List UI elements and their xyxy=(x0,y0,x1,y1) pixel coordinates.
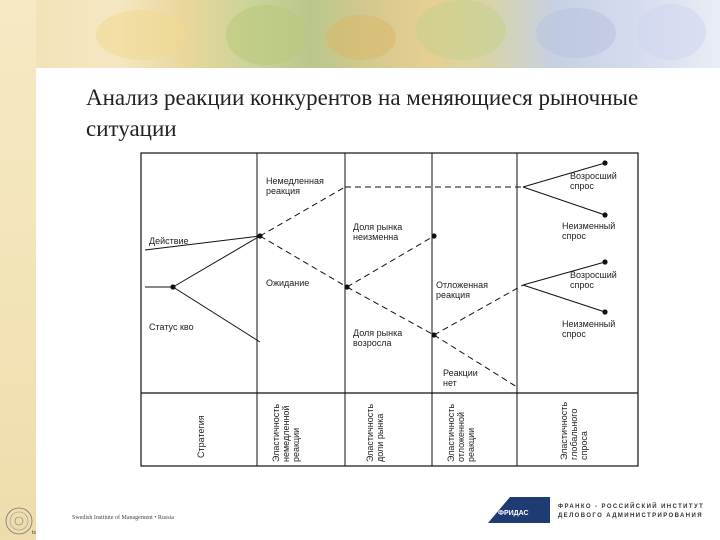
demand-fan xyxy=(523,187,605,215)
column-caption-global-demand xyxy=(559,402,589,460)
node xyxy=(431,233,436,238)
svg-text:реакции: реакции xyxy=(466,427,476,462)
institute-emblem-icon xyxy=(4,506,34,536)
label-no-reaction: Реакции нет xyxy=(443,368,478,388)
svg-text:Эластичность: Эластичность xyxy=(271,403,281,462)
label-delayed-reaction: Отложенная реакция xyxy=(436,280,489,300)
label-share-increased: Доля рынка возросла xyxy=(353,328,403,348)
svg-text:Эластичность: Эластичность xyxy=(559,401,569,460)
footer-org-line2: ДЕЛОВОГО АДМИНИСТРИРОВАНИЯ xyxy=(558,513,703,519)
node xyxy=(602,160,607,165)
label-demand-unchanged-2: Неизменный спрос xyxy=(562,319,616,339)
svg-text:Эластичность: Эластичность xyxy=(365,403,375,462)
svg-text:реакции: реакции xyxy=(291,427,301,462)
svg-text:Эластичность: Эластичность xyxy=(446,403,456,462)
label-demand-increased-2: Возросший спрос xyxy=(570,270,617,290)
label-action: Действие xyxy=(149,236,189,246)
column-caption-share xyxy=(365,404,385,462)
node xyxy=(431,332,436,337)
corner-mark: ts xyxy=(32,530,36,536)
svg-text:доли рынка: доли рынка xyxy=(375,413,385,462)
label-share-unchanged: Доля рынка неизменна xyxy=(353,222,403,242)
footer-organization xyxy=(558,503,718,521)
status-quo-branch xyxy=(173,287,260,342)
node xyxy=(170,284,175,289)
svg-text:Стратегия: Стратегия xyxy=(196,415,206,458)
node xyxy=(602,259,607,264)
share-unchanged-line xyxy=(347,236,434,287)
column-caption-strategy xyxy=(196,415,206,458)
label-immediate-reaction: Немедленная реакция xyxy=(266,176,324,196)
label-waiting: Ожидание xyxy=(266,278,310,288)
label-demand-increased-1: Возросший спрос xyxy=(570,171,617,191)
node xyxy=(602,309,607,314)
column-caption-immediate xyxy=(271,404,301,462)
footer-institute-text: Swedish Institute of Management • Russia xyxy=(72,515,174,521)
svg-text:отложенной: отложенной xyxy=(456,412,466,462)
label-status-quo: Статус кво xyxy=(149,322,194,332)
svg-text:немедленной: немедленной xyxy=(281,405,291,462)
node xyxy=(344,284,349,289)
svg-text:спроса: спроса xyxy=(579,431,589,460)
column-caption-delayed xyxy=(446,404,476,462)
node xyxy=(602,212,607,217)
fridas-logo-icon xyxy=(488,497,550,523)
svg-text:глобального: глобального xyxy=(569,408,579,460)
label-demand-unchanged-1: Неизменный спрос xyxy=(562,221,616,241)
slide-title: Анализ реакции конкурентов на меняющиеся рыночные ситуации xyxy=(86,85,639,141)
svg-text:ФРИДАС: ФРИДАС xyxy=(498,510,529,517)
footer-org-line1: ФРАНКО - РОССИЙСКИЙ ИНСТИТУТ xyxy=(558,504,705,510)
node xyxy=(257,233,262,238)
